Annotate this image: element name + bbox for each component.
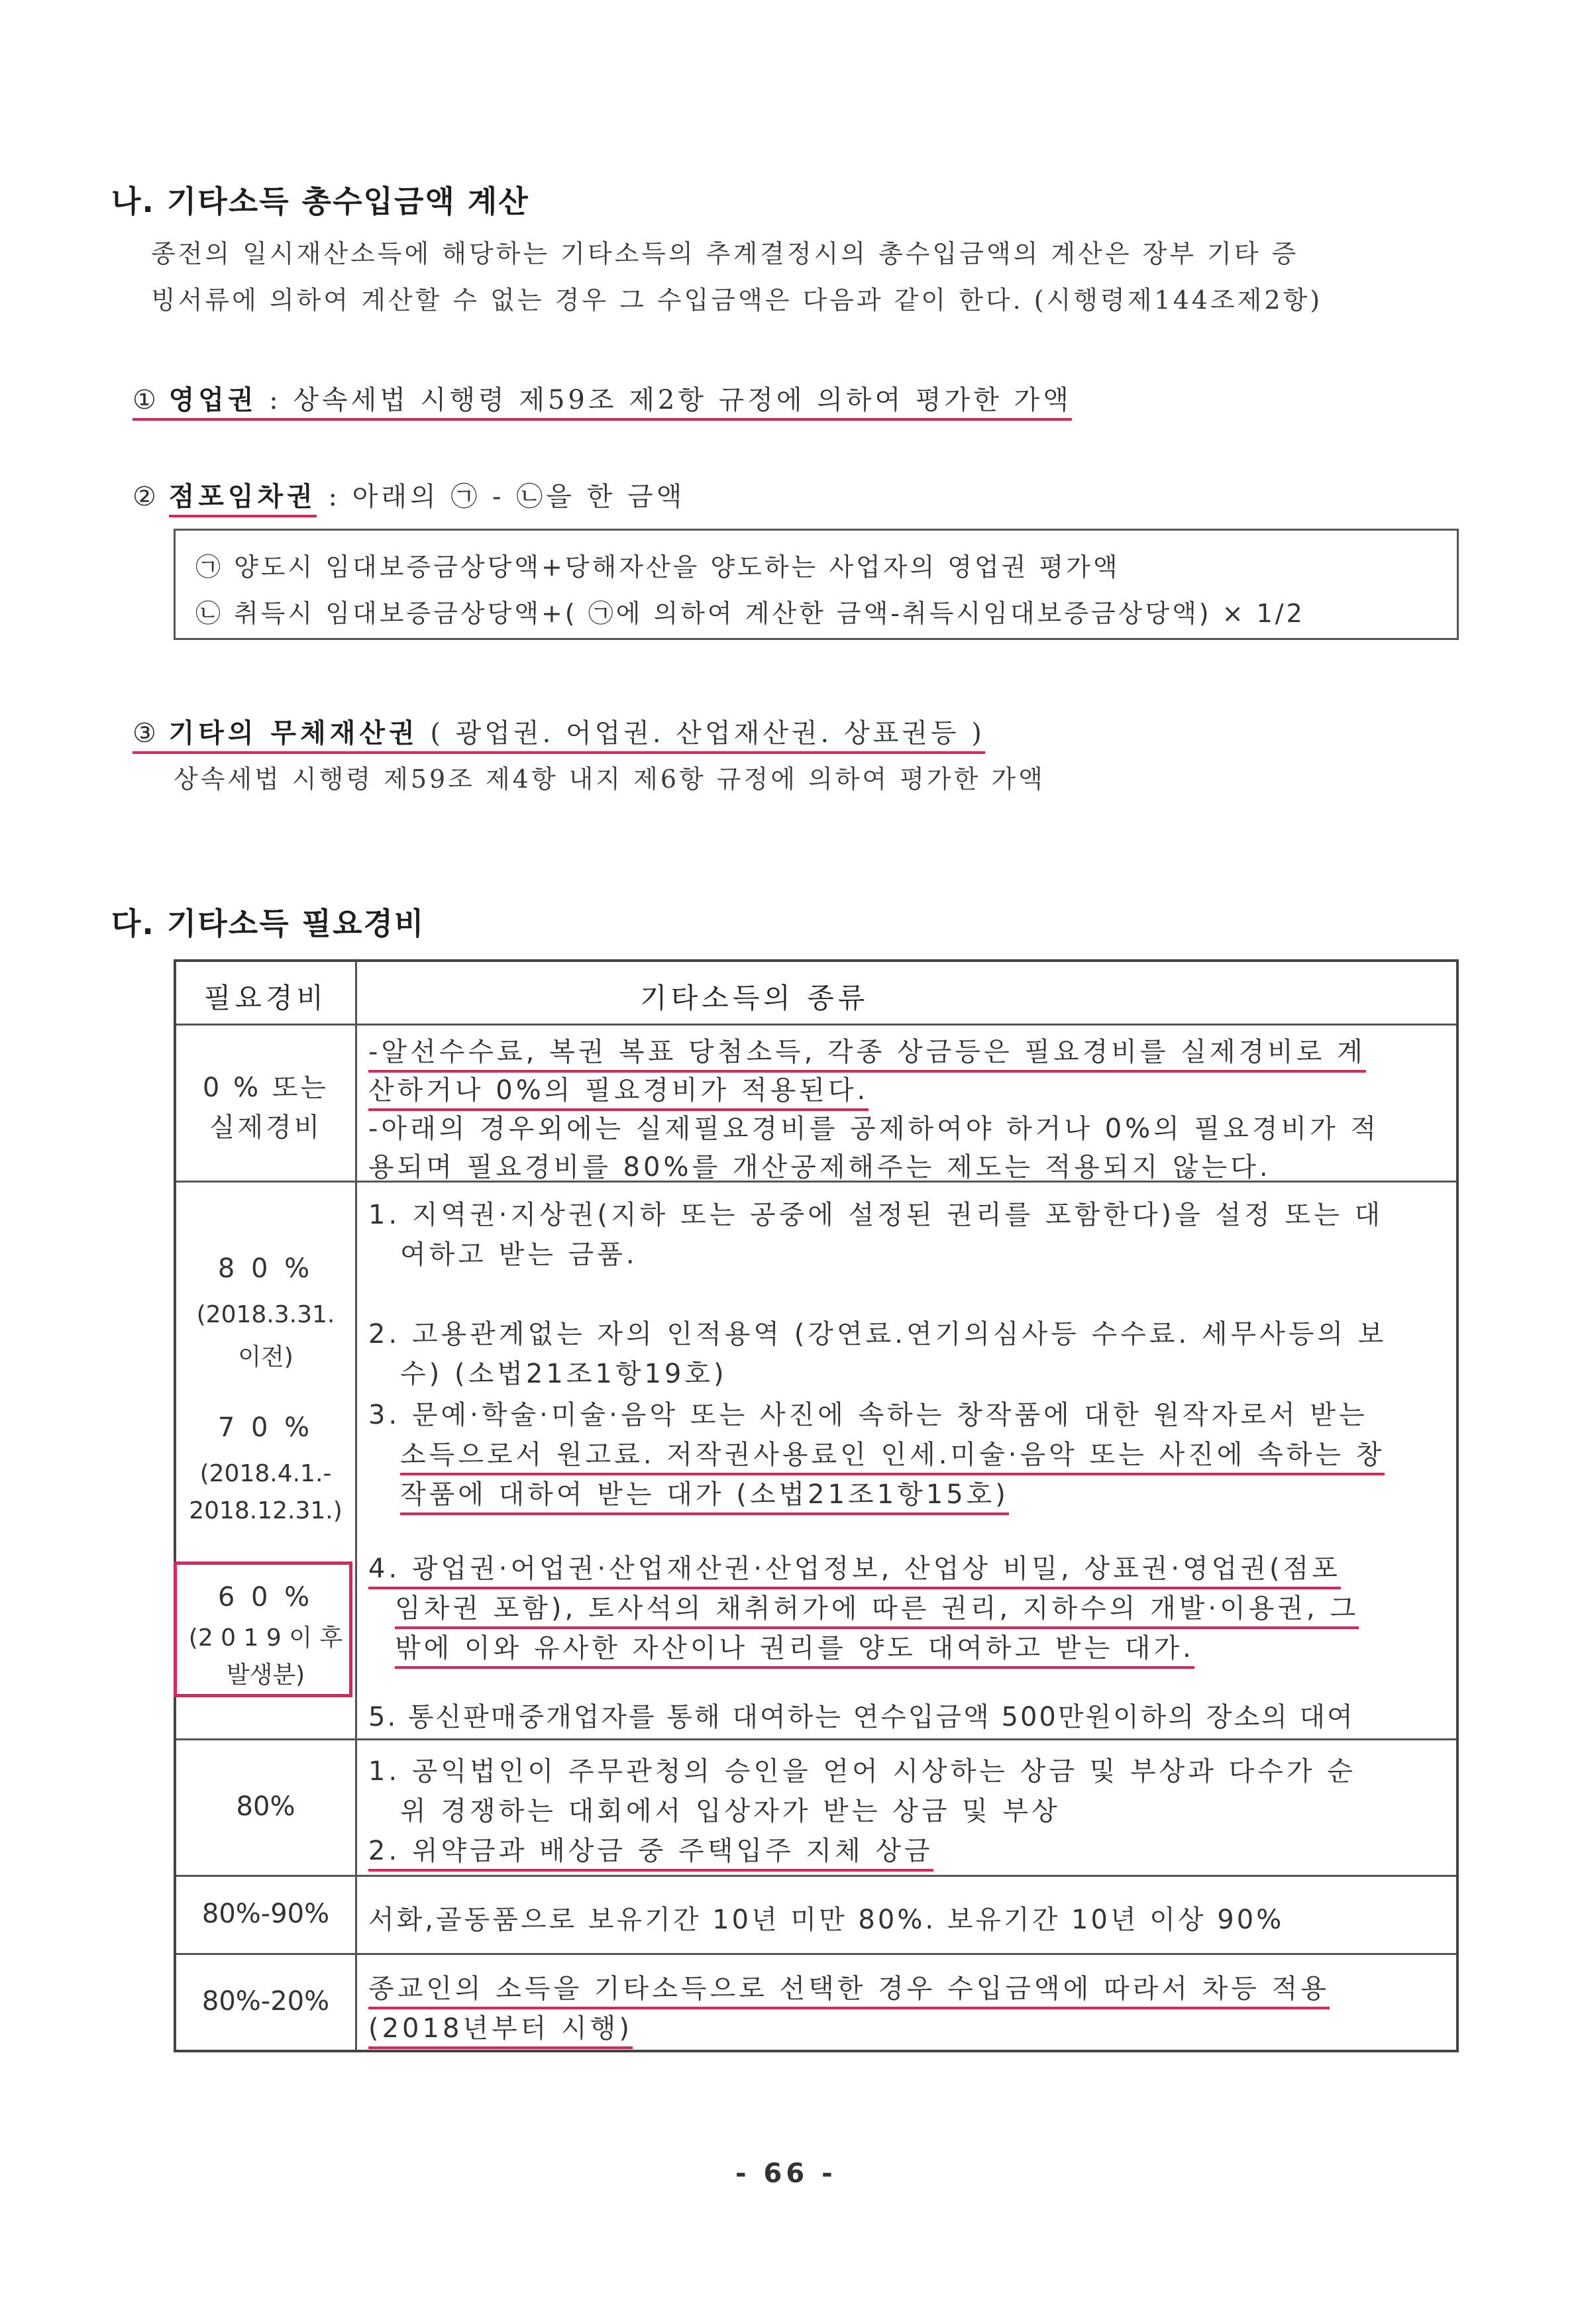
row1-text-line: 용되며 필요경비를 80%를 개산공제해주는 제도는 적용되지 않는다.: [368, 1152, 1271, 1183]
row3-text-line: 1. 공익법인이 주무관청의 승인을 얻어 시상하는 상금 및 부상과 다수가 순: [368, 1756, 1356, 1787]
item-intangible-property: [132, 712, 985, 750]
rate-70-percent: 7 0 %: [217, 1412, 314, 1443]
row1-text-line: -알선수수료, 복권 복표 당첨소득, 각종 상금등은 필요경비를 실제경비로 계: [368, 1037, 1366, 1073]
rate-80-20: 80%-20%: [201, 1986, 330, 2017]
page-number: - 66 -: [735, 2158, 837, 2189]
row2-text-line: 밖에 이와 유사한 자산이나 권리를 양도 대여하고 받는 대가.: [395, 1633, 1194, 1669]
intro-paragraph-line-2: 빙서류에 의하여 계산할 수 없는 경우 그 수입금액은 다음과 같이 한다. (시행령제144조제2항): [151, 286, 1323, 315]
formula-line-1: ㉠ 양도시 임대보증금상당액+당해자산을 양도하는 사업자의 영업권 평가액: [195, 553, 1120, 582]
row4-description: [368, 1879, 1448, 1953]
row1-text-line: -아래의 경우외에는 실제필요경비를 공제하여야 하거나 0%의 필요경비가 적: [368, 1114, 1380, 1144]
section-heading-necessary-expenses: 다. 기타소득 필요경비: [111, 906, 425, 941]
row2-text-line: 여하고 받는 금품.: [400, 1240, 638, 1270]
item-text: : 상속세법 시행령 제59조 제2항 규정에 의하여 평가한 가액: [257, 385, 1072, 415]
rate-70-period-end: 2018.12.31.): [189, 1497, 343, 1524]
item-keyword: 점포임차권: [169, 482, 317, 517]
expense-table: [174, 959, 1459, 2052]
item-number: ①: [132, 385, 158, 415]
item-number: ③: [132, 718, 158, 749]
row2-text-line: 5. 통신판매중개업자를 통해 대여하는 연수입금액 500만원이하의 장소의 대여: [368, 1702, 1355, 1732]
rate-80-percent: 8 0 %: [217, 1253, 314, 1284]
row-divider: [176, 1738, 1456, 1740]
highlight-box-60-percent: [174, 1561, 352, 1697]
row1-description: [368, 1028, 1448, 1181]
item-3-description: 상속세법 시행령 제59조 제4항 내지 제6항 규정에 의하여 평가한 가액: [174, 765, 1045, 794]
row2-text-line: 임차권 포함), 토사석의 채취허가에 따른 권리, 지하수의 개발·이용권, 그: [395, 1593, 1359, 1629]
formula-line-2: ㉡ 취득시 임대보증금상당액+( ㉠에 의하여 계산한 금액-취득시임대보증금상당액) × 1/2: [195, 599, 1305, 628]
row1-rate-line-2: 실제경비: [209, 1112, 323, 1143]
row2-text-line: 수) (소법21조1항19호): [400, 1359, 727, 1389]
row2-text-line: 2. 고용관계없는 자의 인적용역 (강연료.연기의심사등 수수료. 세무사등의 보: [368, 1319, 1387, 1349]
row5-text-line: 종교인의 소득을 기타소득으로 선택한 경우 수입금액에 따라서 차등 적용: [368, 1974, 1330, 2009]
row4-text-line: 서화,골동품으로 보유기간 10년 미만 80%. 보유기간 10년 이상 90%: [368, 1905, 1285, 1935]
row2-text-line: 3. 문예·학술·미술·음악 또는 사진에 속하는 창작품에 대한 원작자로서 받는: [368, 1400, 1368, 1430]
item-text: : 아래의 ㉠ - ㉡을 한 금액: [316, 482, 686, 512]
rate-60-period-suffix: 발생분): [226, 1662, 305, 1689]
row3-text-line: 2. 위약금과 배상금 중 주택입주 지체 상금: [368, 1836, 933, 1872]
row2-text-line: 1. 지역권·지상권(지하 또는 공중에 설정된 권리를 포함한다)을 설정 또는 대: [368, 1200, 1384, 1230]
rate-60-period: (2 0 1 9 이 후: [188, 1624, 343, 1652]
column-divider: [355, 962, 357, 2050]
header-expense-rate: 필요경비: [203, 982, 328, 1014]
row5-description: [368, 1957, 1448, 2055]
row3-text-line: 위 경쟁하는 대회에서 입상자가 받는 상금 및 부상: [400, 1796, 1061, 1826]
rate-80-90: 80%-90%: [201, 1899, 330, 1929]
formula-box: [174, 529, 1459, 640]
row2-text-line: 작품에 대하여 받는 대가 (소법21조1항15호): [400, 1479, 1009, 1515]
header-income-type: 기타소득의 종류: [640, 982, 869, 1014]
intro-paragraph-line-1: 종전의 일시재산소득에 해당하는 기타소득의 추계결정시의 총수입금액의 계산은 장부 기타 증: [151, 239, 1299, 268]
row2-text-line: 4. 광업권·어업권·산업재산권·산업정보, 산업상 비밀, 상표권·영업권(점포: [368, 1554, 1341, 1589]
rate-80-prize: 80%: [236, 1791, 295, 1822]
row5-text-line: (2018년부터 시행): [368, 2013, 633, 2049]
item-number: ②: [132, 482, 158, 512]
item-keyword: 영업권: [168, 385, 258, 415]
item-text: ( 광업권. 어업권. 산업재산권. 상표권등 ): [418, 718, 985, 749]
row-divider: [176, 1024, 1456, 1026]
item-keyword: 기타의 무체재산권: [168, 718, 419, 749]
row-divider: [176, 1875, 1456, 1877]
row2-description: [368, 1185, 1448, 1738]
item-goodwill: [132, 379, 1072, 417]
rate-70-period-start: (2018.4.1.-: [199, 1460, 332, 1487]
row1-rate-line-1: 0 % 또는: [202, 1073, 329, 1103]
row-divider: [176, 1953, 1456, 1955]
item-store-lease-right: [132, 476, 685, 513]
section-heading-total-income: 나. 기타소득 총수입금액 계산: [111, 184, 529, 219]
rate-80-period-suffix: 이전): [238, 1344, 293, 1371]
row2-text-line: 소득으로서 원고료. 저작권사용료인 인세.미술·음악 또는 사진에 속하는 창: [400, 1440, 1385, 1475]
rate-60-percent: 6 0 %: [217, 1582, 314, 1612]
rate-80-period: (2018.3.31.: [196, 1301, 335, 1328]
row1-text-line: 산하거나 0%의 필요경비가 적용된다.: [368, 1075, 869, 1111]
row3-description: [368, 1742, 1448, 1875]
